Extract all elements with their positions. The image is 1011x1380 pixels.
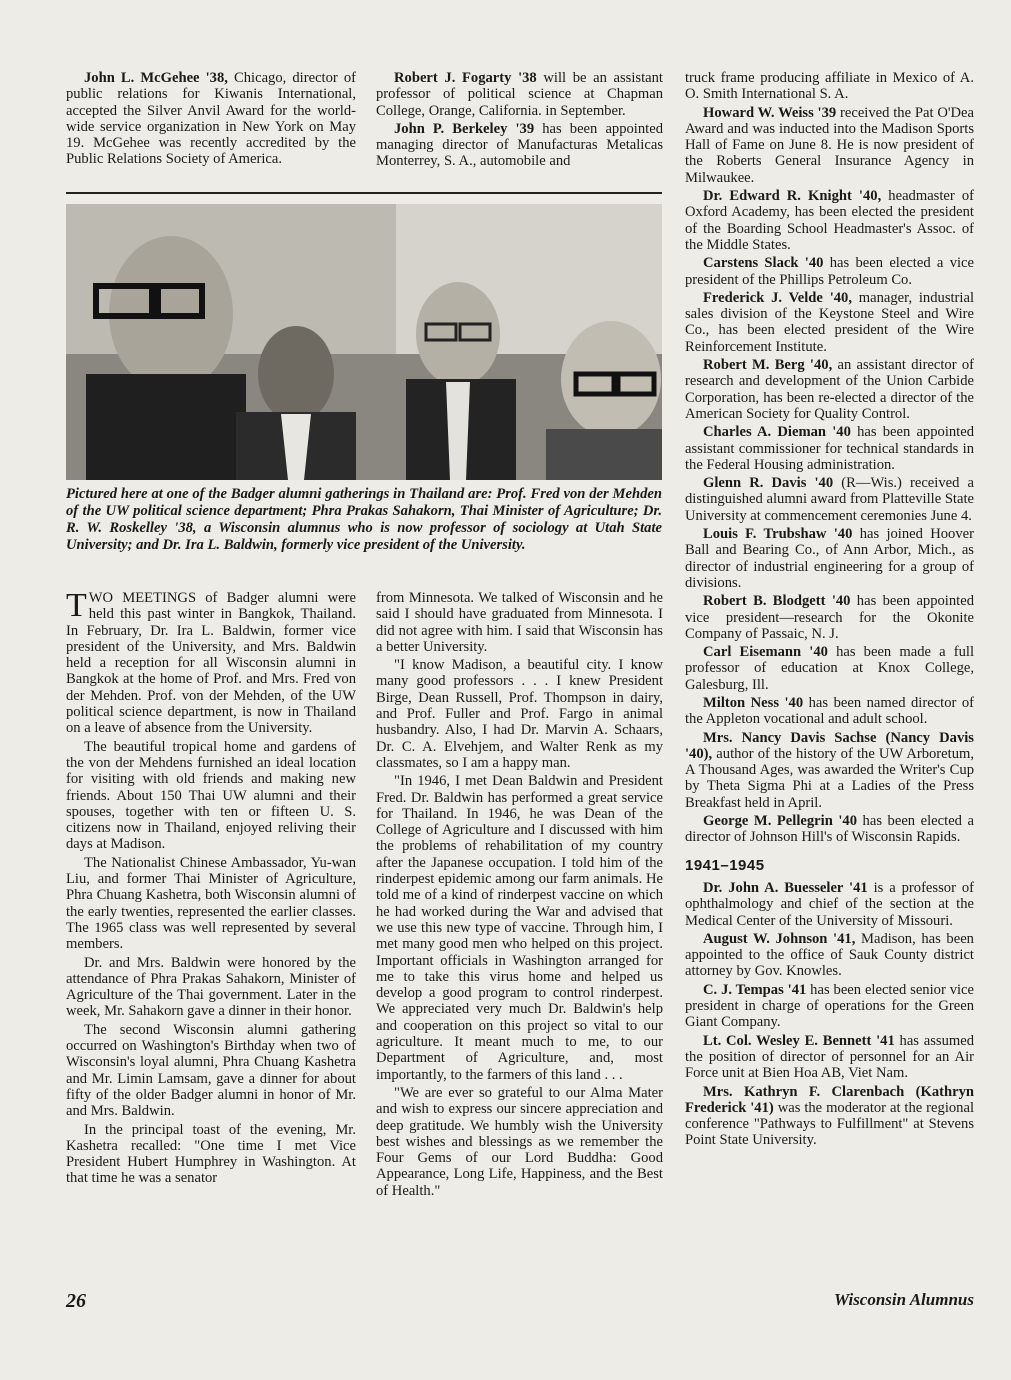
photo-caption: Pictured here at one of the Badger alumni gatherings in Thailand are: Prof. Fred von der Mehden of the UW political science department; Phra Prakas Sahakorn, Thai Minister of Agriculture; Dr. R. W. Roskelley '38, a Wisconsin alumnus who is now professor of sociology at Utah State University; and Dr. Ira L. Baldwin, formerly vice president of the University.	[66, 486, 662, 553]
article-paragraph: "In 1946, I met Dean Baldwin and President Fred. Dr. Baldwin has performed a great service for Thailand. In 1946, he was Dean of the College of Agriculture and I discussed with him the problems of rehabilitation of my country after the Japanese occupation. I told him of the rinderpest epidemic among our farm animals. He told me of a kind of rinderpest vaccine on which he had worked during the War and advised that we use this new type of vaccine. Through him, I met many good men who helped on this project. Important officials in Washington arranged for me to take this virus home and helped us develop a good program to control rinderpest. We appreciated very much Dr. Baldwin's help and cooperation on this project so vital to our agriculture. It meant much to me, to our Department of Agriculture, and, most importantly, to the farmers of this land . . .	[376, 773, 663, 1083]
note-item: Howard W. Weiss '39 received the Pat O'Dea Award and was inducted into the Madison Sports Hall of Fame on June 8. He is now president of the Roberts General Insurance Agency in Milwaukee.	[685, 104, 974, 186]
divider-rule	[66, 192, 662, 194]
article-paragraph: "We are ever so grateful to our Alma Mater and wish to express our sincere appreciation and deep gratitude. We humbly wish the University best wishes and blessings as we remember the Four Gems of our Lord Buddha: Good Appearance, Long Life, Happiness, and the Best of Health."	[376, 1084, 663, 1199]
note-mcgehee: John L. McGehee '38, Chicago, director of public relations for Kiwanis International, accepted the Silver Anvil Award for the world-wide service organization in New York on May 19. McGehee was recently accredited by the Public Relations Society of America.	[66, 70, 356, 168]
note-item: Louis F. Trubshaw '40 has joined Hoover Ball and Bearing Co., of Ann Arbor, Mich., as director of industrial engineering for a group of divisions.	[685, 526, 974, 591]
drop-cap: T	[66, 587, 87, 624]
photo-illustration	[66, 204, 662, 480]
note-item: Dr. John A. Buesseler '41 is a professor of ophthalmology and chief of the section at the Medical Center of the University of Missouri.	[685, 879, 974, 929]
note-item: Lt. Col. Wesley E. Bennett '41 has assumed the position of director of personnel for an Air Force unit at Bien Hoa AB, Viet Nam.	[685, 1032, 974, 1082]
article-paragraph: In the principal toast of the evening, Mr. Kashetra recalled: "One time I met Vice President Hubert Humphrey in Washington. At that time he was a senator	[66, 1121, 356, 1187]
article-paragraph: The Nationalist Chinese Ambassador, Yu-wan Liu, and former Thai Minister of Agriculture, Phra Chuang Kashetra, both Wisconsin alumni of the early twenties, represented the earlier classes. The 1965 class was well represented by several members.	[66, 854, 356, 953]
note-item: Dr. Edward R. Knight '40, headmaster of Oxford Academy, has been elected the president of the Boarding School Headmaster's Assoc. of the Middle States.	[685, 188, 974, 253]
top-col-2	[376, 70, 663, 172]
page-number: 26	[66, 1290, 86, 1312]
note-fogarty: Robert J. Fogarty '38 will be an assistant professor of political science at Chapman College, Orange, California. in September.	[376, 70, 663, 119]
note-item: August W. Johnson '41, Madison, has been appointed to the office of Sauk County district attorney by Gov. Knowles.	[685, 930, 974, 980]
article-paragraph: from Minnesota. We talked of Wisconsin and he said I should have graduated from Minnesota. I did not agree with him. I said that Wisconsin has a better University.	[376, 590, 663, 655]
article-paragraph: The second Wisconsin alumni gathering occurred on Washington's Birthday when two of Wisconsin's loyal alumni, Phra Chuang Kashetra and Mr. Limin Lamsam, gave a dinner for about fifty of the older Badger alumni in honor of Mr. and Mrs. Baldwin.	[66, 1021, 356, 1120]
article-col-2	[376, 590, 663, 1201]
section-heading: 1941–1945	[685, 856, 765, 874]
note-item: C. J. Tempas '41 has been elected senior vice president in charge of operations for the Green Giant Company.	[685, 981, 974, 1031]
note-continued: truck frame producing affiliate in Mexico of A. O. Smith International S. A.	[685, 70, 974, 103]
article-paragraph: Dr. and Mrs. Baldwin were honored by the attendance of Phra Prakas Sahakorn, Minister of Agriculture of the Thai government. Later in the week, Mr. Sahakorn gave a dinner in their honor.	[66, 954, 356, 1020]
note-berkeley: John P. Berkeley '39 has been appointed managing director of Manufacturas Metalicas Monterrey, S. A., automobile and	[376, 120, 663, 170]
note-item: Robert M. Berg '40, an assistant director of research and development of the Union Carbide Corporation, has been re-elected a director of the American Society for Quality Control.	[685, 357, 975, 422]
article-paragraph: TWO MEETINGS of Badger alumni were held this past winter in Bangkok, Thailand. In February, Dr. Ira L. Baldwin, former vice president of the University, and Mrs. Baldwin held a reception for all Wisconsin alumni in Bangkok at the home of Prof. and Mrs. Fred von der Mehden. Prof. von der Mehden, of the UW political science department, is now in Thailand on a leave of absence from the University.	[66, 587, 356, 737]
note-item: Carl Eisemann '40 has been made a full professor of education at Knox College, Galesburg, Ill.	[685, 644, 974, 693]
note-item: Charles A. Dieman '40 has been appointed assistant commissioner for technical standards in the Federal Housing administration.	[685, 424, 975, 473]
note-item: Mrs. Nancy Davis Sachse (Nancy Davis '40), author of the history of the UW Arboretum, A Thousand Ages, was awarded the Writer's Cup by Theta Sigma Phi at a Ladies of the Press Breakfast held in April.	[685, 729, 974, 811]
article-paragraph: "I know Madison, a beautiful city. I know many good professors . . . I knew President Birge, Dean Russell, Prof. Thompson in dairy, and Prof. Fuller and Prof. Fargo in animal husbandry. Also, I had Dr. Marvin A. Schaars, Dr. C. A. Elvehjem, and Walter Renk as my classmates, so I am a happy man.	[376, 657, 663, 771]
publication-title: Wisconsin Alumnus	[833, 1290, 974, 1309]
note-item: Frederick J. Velde '40, manager, industrial sales division of the Keystone Steel and Wire Co., has been elected president of the Wire Reinforcement Institute.	[685, 289, 974, 355]
article-col-1	[66, 587, 356, 1189]
note-item: Mrs. Kathryn F. Clarenbach (Kathryn Frederick '41) was the moderator at the regional conference "Pathways to Fulfillment" at Stevens Point State University.	[685, 1083, 975, 1149]
note-item: Robert B. Blodgett '40 has been appointed vice president—research for the Okonite Company of Passaic, N. J.	[685, 593, 974, 642]
note-item: George M. Pellegrin '40 has been elected a director of Johnson Hill's of Wisconsin Rapids.	[685, 813, 974, 846]
note-item: Glenn R. Davis '40 (R—Wis.) received a distinguished alumni award from Platteville State University at commencement ceremonies June 4.	[685, 475, 974, 524]
article-paragraph: The beautiful tropical home and gardens of the von der Mehdens furnished an ideal location for visiting with old friends and making new friends. About 150 Thai UW alumni and their spouses, together with ten or fifteen U. S. citizens now in Thailand, enjoyed reliving their days at Madison.	[66, 738, 356, 853]
alumni-photo	[66, 204, 662, 480]
note-item: Carstens Slack '40 has been elected a vice president of the Phillips Petroleum Co.	[685, 255, 975, 288]
note-item: Milton Ness '40 has been named director of the Appleton vocational and adult school.	[685, 694, 974, 728]
top-col-1	[66, 70, 356, 170]
right-column	[685, 70, 974, 1151]
